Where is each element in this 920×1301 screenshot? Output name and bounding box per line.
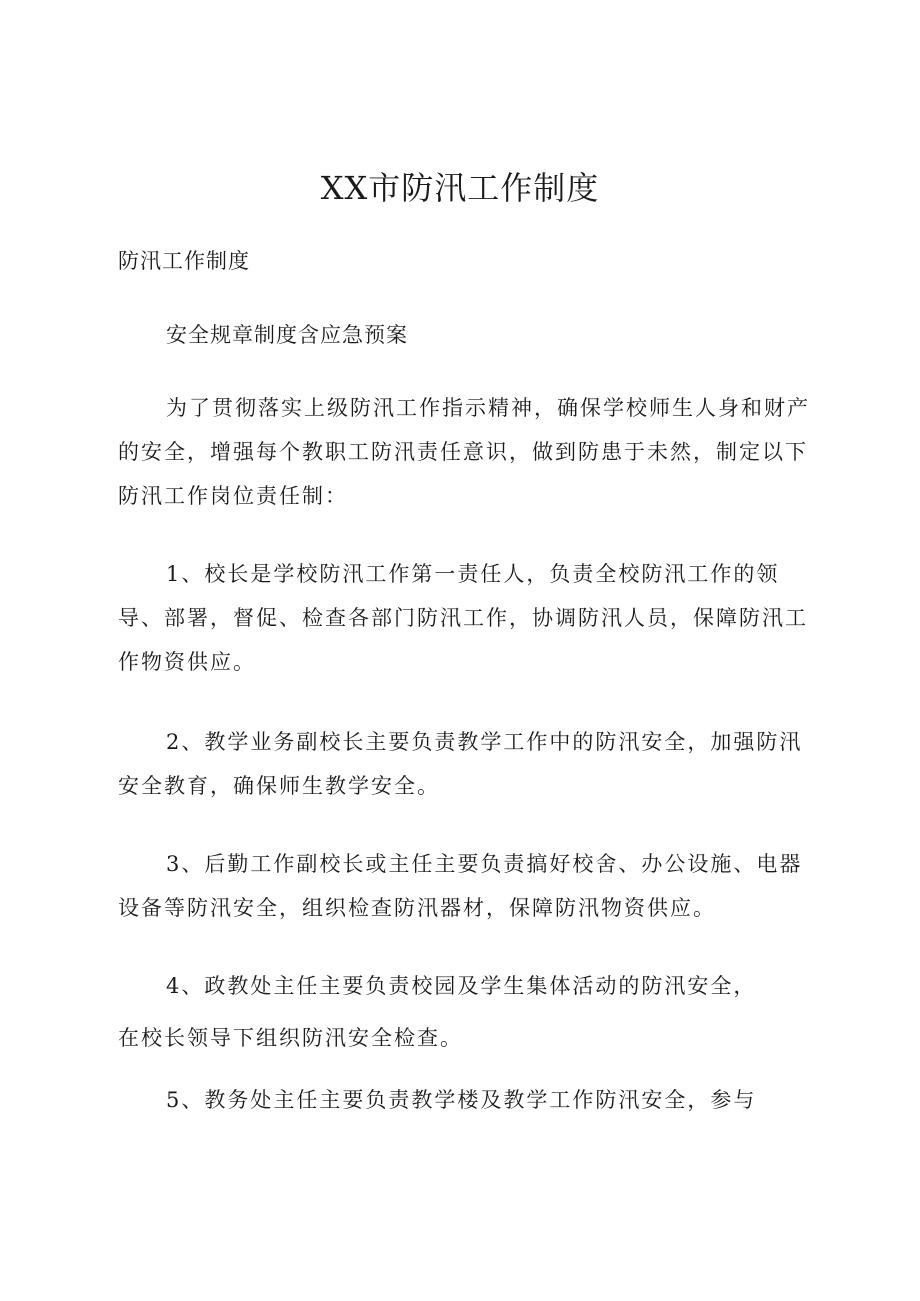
item-1-paragraph: 1、校长是学校防汛工作第一责任人，负责全校防汛工作的领导、部署，督促、检查各部门防汛工作，协调防汛人员，保障防汛工作物资供应。 <box>118 562 808 674</box>
item-4-line-1: 4、政教处主任主要负责校园及学生集体活动的防汛安全， <box>166 974 757 998</box>
item-5-line-1: 5、教务处主任主要负责教学楼及教学工作防汛安全，参与 <box>166 1088 757 1112</box>
page-title: XX市防汛工作制度 <box>320 169 600 207</box>
item-4-line-2: 在校长领导下组织防汛安全检查。 <box>118 1026 463 1050</box>
document-subtitle: 防汛工作制度 <box>118 249 250 273</box>
item-2-paragraph: 2、教学业务副校长主要负责教学工作中的防汛安全，加强防汛安全教育，确保师生教学安全。 <box>118 730 803 798</box>
intro-paragraph: 为了贯彻落实上级防汛工作指示精神，确保学校师生人身和财产的安全，增强每个教职工防汛责任意识，做到防患于未然，制定以下防汛工作岗位责任制： <box>118 396 810 508</box>
section-heading: 安全规章制度含应急预案 <box>166 323 408 347</box>
item-3-paragraph: 3、后勤工作副校长或主任主要负责搞好校舍、办公设施、电器设备等防汛安全，组织检查防汛器材，保障防汛物资供应。 <box>118 852 803 920</box>
